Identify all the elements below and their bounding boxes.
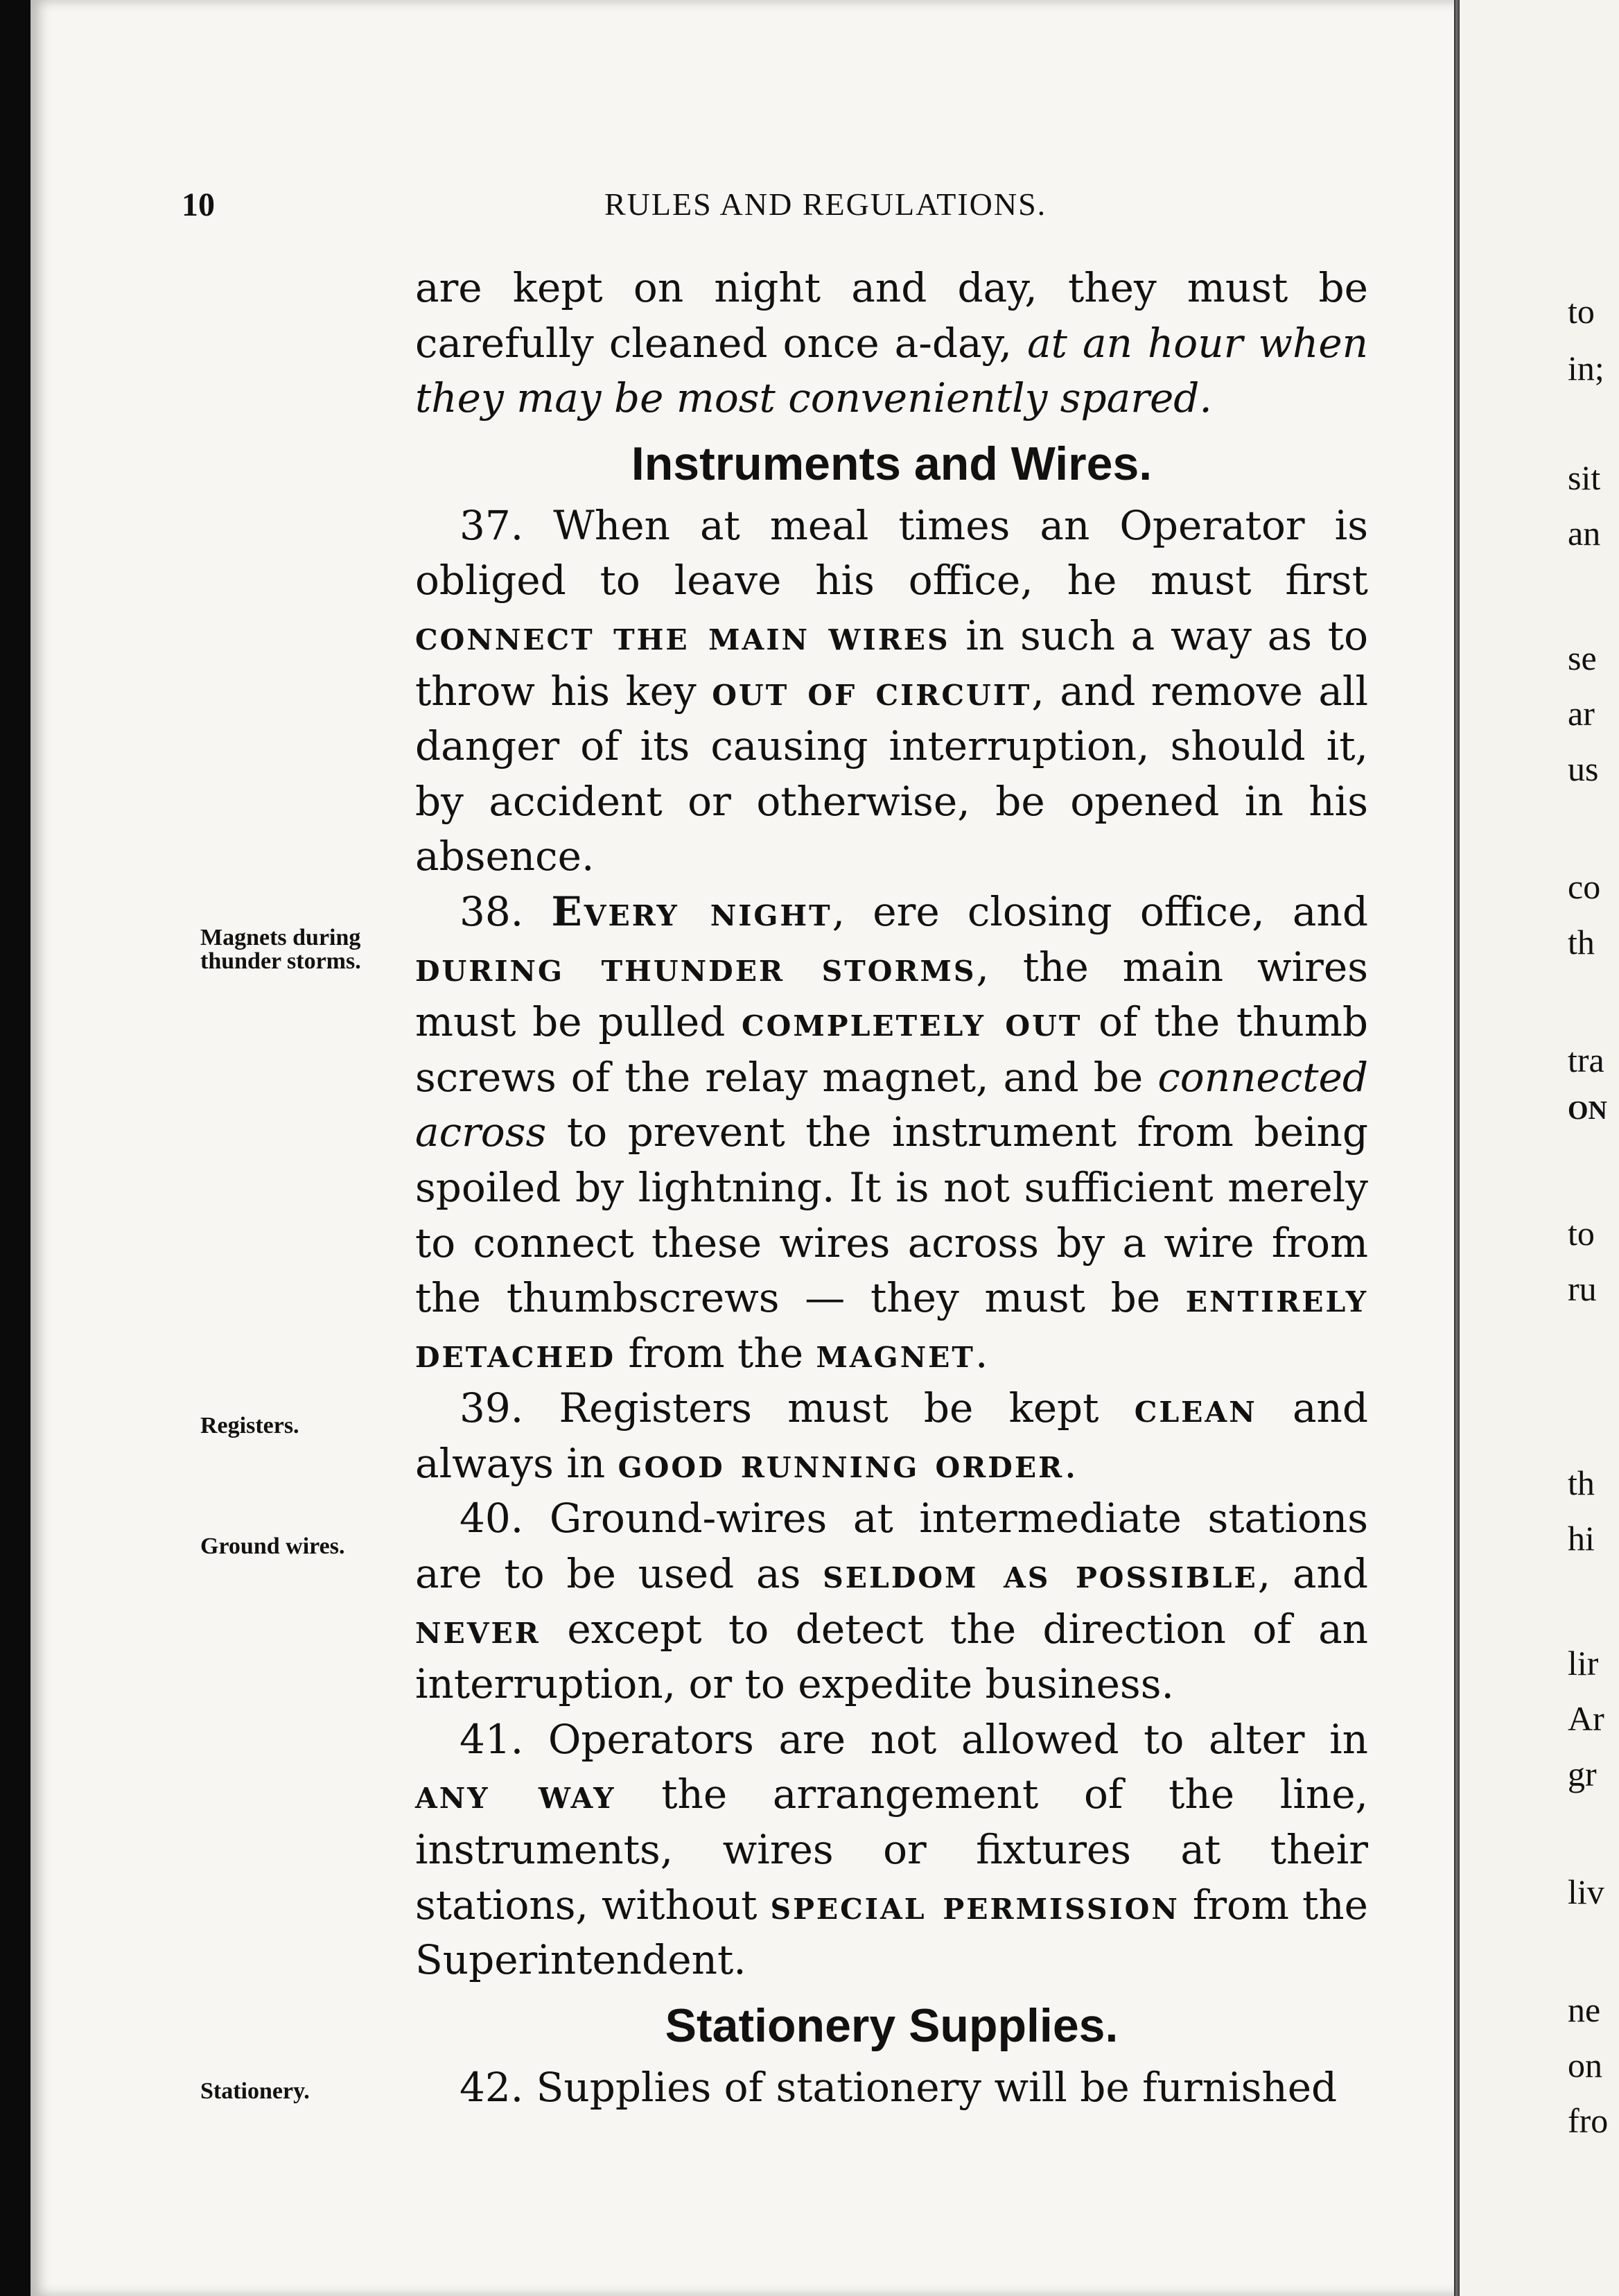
facing-fragment: ne (1568, 1990, 1601, 2029)
facing-fragment: in; (1568, 349, 1604, 388)
margin-note-ground-wires: Ground wires. (200, 1533, 345, 1559)
rule-42 (415, 2060, 1368, 2116)
running-head: RULES AND REGULATIONS. (604, 186, 1047, 222)
rule-40-emphasis-2: never (415, 1605, 541, 1653)
rule-38-emphasis-1: Every night (551, 887, 832, 935)
rule-38-text-e: from the (628, 1329, 804, 1377)
rule-39-emphasis-1: clean (1134, 1384, 1257, 1432)
facing-fragment: liv (1568, 1872, 1604, 1911)
facing-fragment: an (1568, 514, 1601, 553)
rule-41-text-b: the arrangement of the line, instruments, wires or fixtures at their stations, without (415, 1771, 1368, 1929)
body-text (415, 261, 1368, 2115)
rule-40-text-c: except to detect the direction of an interruption, or to expedite business. (415, 1605, 1369, 1708)
margin-note-stationery: Stationery. (200, 2078, 310, 2104)
margin-note-magnets-line2: thunder storms. (200, 948, 361, 974)
intro-italic: at an hour when they may be most conveniently spared. (415, 319, 1368, 422)
rule-38-text-f: . (974, 1329, 988, 1377)
rule-41-emphasis-2: special permission (770, 1881, 1180, 1929)
margin-note-magnets-line1: Magnets during (200, 925, 361, 950)
facing-fragment: co (1568, 867, 1601, 906)
facing-fragment: lir (1568, 1644, 1599, 1682)
rule-38-emphasis-3: completely out (742, 998, 1083, 1046)
facing-fragment: Ar (1568, 1699, 1604, 1738)
rule-39 (415, 1381, 1368, 1491)
facing-fragment: ON (1568, 1096, 1607, 1125)
book-page (30, 0, 1467, 2296)
rule-39-emphasis-2: good running order (618, 1439, 1065, 1487)
rule-38-italic: connected across (415, 1053, 1368, 1156)
page-fold (1454, 0, 1460, 2296)
rule-40-text-b: , and (1257, 1550, 1369, 1598)
section-heading-stationery: Stationery Supplies. (665, 1999, 1119, 2052)
rule-40-emphasis-1: seldom as possible (823, 1550, 1258, 1598)
facing-fragment: sit (1568, 458, 1601, 497)
page-number: 10 (182, 186, 215, 223)
rule-38-emphasis-5: magnet (816, 1329, 975, 1377)
page-header (30, 186, 1467, 241)
facing-fragment: gr (1568, 1755, 1597, 1793)
margin-note-registers: Registers. (200, 1413, 299, 1438)
rule-38-text-a: , ere closing office, and (832, 887, 1368, 935)
facing-fragment: to (1568, 1214, 1595, 1253)
facing-fragment: on (1568, 2046, 1602, 2085)
rule-41-emphasis-1: any way (415, 1771, 616, 1818)
rule-37-text-a: 37. When at meal times an Operator is obliged to leave his office, he must first (415, 501, 1368, 605)
rule-37-text-b: in such a way as to throw his key (415, 611, 1369, 715)
rule-38-emphasis-4: entirely detached (415, 1274, 1368, 1377)
rule-41 (415, 1712, 1368, 1988)
facing-fragment: ar (1568, 694, 1595, 733)
rule-38-number: 38. (460, 887, 524, 935)
rule-39-text-c: . (1064, 1439, 1077, 1487)
rule-38-text-c: of the thumb screws of the relay magnet, and be (415, 998, 1369, 1101)
rule-37 (415, 498, 1368, 885)
rule-39-text-b: and always in (415, 1384, 1369, 1487)
margin-note-magnets (200, 926, 429, 973)
rule-42-text: 42. Supplies of stationery will be furnished (460, 2063, 1338, 2111)
intro-paragraph (415, 261, 1368, 426)
section-heading-instruments: Instruments and Wires. (631, 437, 1153, 490)
rule-37-text-c: , and remove all danger of its causing interruption, should it, by accident or otherwise, be opened in his absence. (415, 667, 1368, 880)
rule-38-text-b: , the main wires must be pulled (415, 943, 1368, 1046)
facing-fragment: th (1568, 1463, 1595, 1502)
rule-37-emphasis-1: connect the main wires (415, 611, 950, 659)
rule-38-emphasis-2: during thunder storms (415, 943, 977, 991)
facing-fragment: ru (1568, 1269, 1597, 1308)
facing-fragment: se (1568, 638, 1597, 677)
rule-38 (415, 885, 1368, 1381)
rule-40 (415, 1491, 1368, 1712)
facing-fragment: fro (1568, 2101, 1609, 2140)
rule-41-text-a: 41. Operators are not allowed to alter in (460, 1715, 1368, 1763)
rule-39-text-a: 39. Registers must be kept (460, 1384, 1099, 1432)
facing-fragment: us (1568, 749, 1599, 788)
rule-37-emphasis-2: out of circuit (712, 667, 1032, 715)
facing-fragment: th (1568, 923, 1595, 962)
rule-40-text-a: 40. Ground-wires at intermediate stations are to be used as (415, 1495, 1368, 1598)
rule-38-text-d: to prevent the instrument from being spoiled by lightning. It is not sufficient merely to connect these wires across by a wire from the thumbscrews — they must be (415, 1108, 1369, 1322)
rule-41-text-c: from the Superintendent. (415, 1881, 1368, 1984)
intro-text: are kept on night and day, they must be carefully cleaned once a-day, (415, 264, 1368, 367)
facing-fragment: to (1568, 292, 1595, 331)
facing-page-strip (1460, 0, 1619, 2296)
facing-fragment: hi (1568, 1519, 1595, 1558)
facing-fragment: tra (1568, 1041, 1604, 1079)
